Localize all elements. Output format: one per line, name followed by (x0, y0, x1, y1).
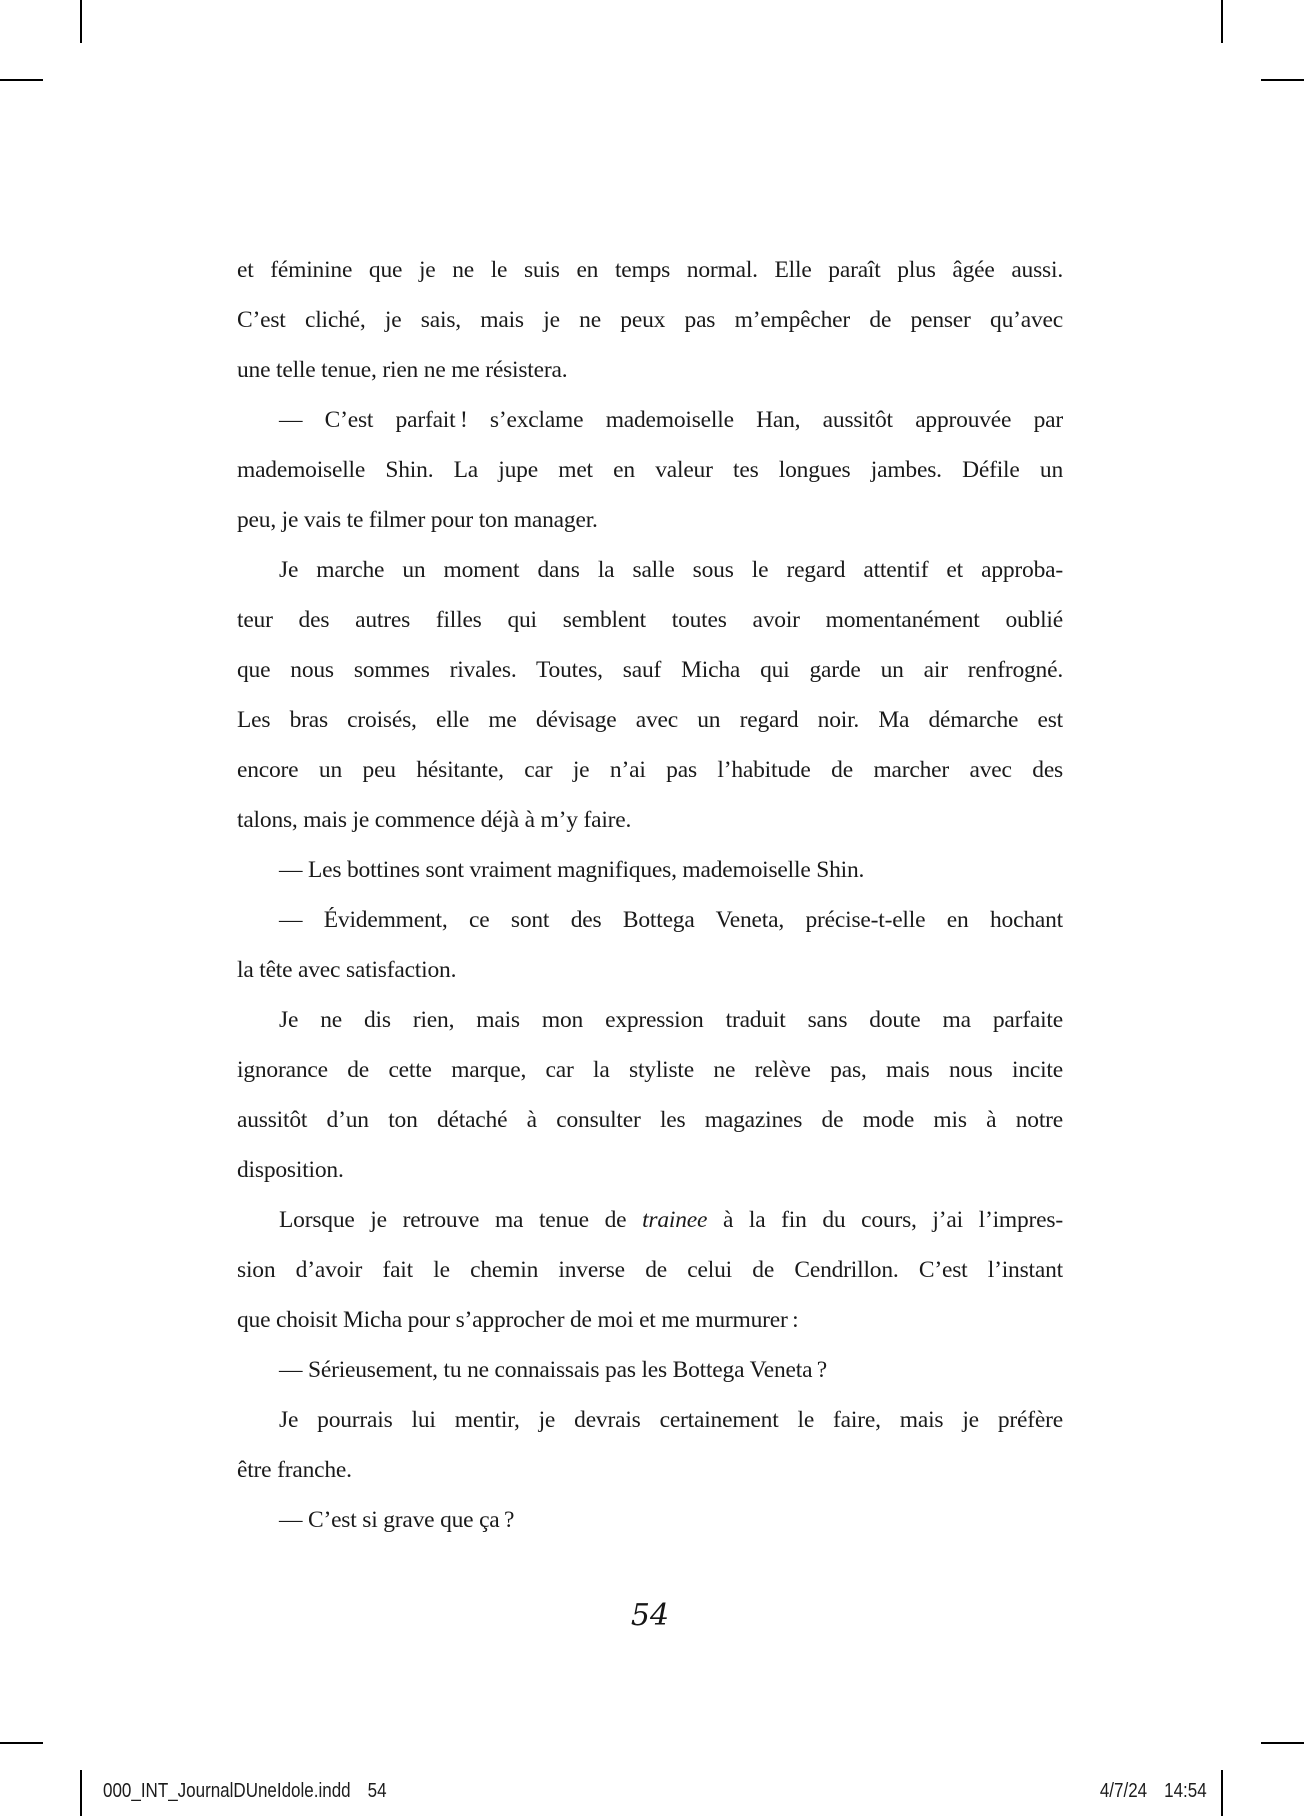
text-segment: ignorance de cette marque, car la styliste ne relève pas, mais nous incite (237, 1057, 1063, 1083)
crop-mark-top-right-horizontal (1261, 79, 1304, 81)
text-line (237, 295, 1063, 345)
text-block (237, 245, 1063, 1545)
text-segment: — Évidemment, ce sont des Bottega Veneta, précise-t-elle en hochant (279, 907, 1063, 933)
text-line (237, 795, 1063, 845)
text-segment: Je pourrais lui mentir, je devrais certainement le faire, mais je préfère (279, 1407, 1063, 1433)
text-segment: une telle tenue, rien ne me résistera. (237, 357, 568, 383)
text-segment: que nous sommes rivales. Toutes, sauf Micha qui garde un air renfrogné. (237, 657, 1063, 683)
text-line (237, 1295, 1063, 1345)
slug-filename: 000_INT_JournalDUneIdole.indd (103, 1780, 351, 1802)
text-line (237, 895, 1063, 945)
text-line (237, 1095, 1063, 1145)
crop-mark-bottom-left-horizontal (0, 1742, 43, 1744)
text-line (237, 695, 1063, 745)
text-segment: aussitôt d’un ton détaché à consulter les magazines de mode mis à notre (237, 1107, 1063, 1133)
text-segment: mademoiselle Shin. La jupe met en valeur tes longues jambes. Défile un (237, 457, 1063, 483)
text-line (237, 945, 1063, 995)
text-line (237, 1045, 1063, 1095)
crop-mark-top-right-vertical (1221, 0, 1223, 43)
slug-page-number: 54 (367, 1780, 387, 1802)
text-line (237, 395, 1063, 445)
text-segment: talons, mais je commence déjà à m’y faire. (237, 807, 632, 833)
text-line (237, 445, 1063, 495)
text-segment: — C’est parfait ! s’exclame mademoiselle Han, aussitôt approuvée par (279, 407, 1063, 433)
text-line (237, 845, 1063, 895)
text-segment: et féminine que je ne le suis en temps normal. Elle paraît plus âgée aussi. (237, 257, 1063, 283)
text-segment: — Sérieusement, tu ne connaissais pas les Bottega Veneta ? (279, 1357, 828, 1383)
text-line (237, 245, 1063, 295)
slug-date: 4/7/24 (1100, 1780, 1148, 1802)
text-line (237, 1345, 1063, 1395)
text-line (237, 1395, 1063, 1445)
crop-mark-top-left-vertical (80, 0, 82, 43)
text-segment: — C’est si grave que ça ? (279, 1507, 515, 1533)
text-segment: — Les bottines sont vraiment magnifiques, mademoiselle Shin. (279, 857, 865, 883)
text-segment: Lorsque je retrouve ma tenue de (279, 1207, 643, 1233)
page-number: 54 (630, 1598, 670, 1633)
text-line (237, 1145, 1063, 1195)
text-line (237, 495, 1063, 545)
text-line (237, 645, 1063, 695)
text-segment: C’est cliché, je sais, mais je ne peux pas m’empêcher de penser qu’avec (237, 307, 1063, 333)
text-segment: Les bras croisés, elle me dévisage avec un regard noir. Ma démarche est (237, 707, 1063, 733)
italic-text-segment: trainee (642, 1207, 708, 1233)
text-line (237, 1445, 1063, 1495)
text-line (237, 745, 1063, 795)
text-line (237, 345, 1063, 395)
crop-mark-bottom-right-horizontal (1261, 1742, 1304, 1744)
crop-mark-top-left-horizontal (0, 79, 43, 81)
text-line (237, 1245, 1063, 1295)
text-segment: la tête avec satisfaction. (237, 957, 457, 983)
proof-slug (0, 1778, 1304, 1804)
text-segment: teur des autres filles qui semblent toutes avoir momentanément oublié (237, 607, 1063, 633)
text-segment: Je ne dis rien, mais mon expression traduit sans doute ma parfaite (279, 1007, 1063, 1033)
text-segment: être franche. (237, 1457, 352, 1483)
text-line (237, 995, 1063, 1045)
text-line (237, 595, 1063, 645)
text-segment: que choisit Micha pour s’approcher de moi et me murmurer : (237, 1307, 799, 1333)
text-line (237, 1495, 1063, 1545)
slug-left (103, 1778, 387, 1804)
text-segment: encore un peu hésitante, car je n’ai pas l’habitude de marcher avec des (237, 757, 1063, 783)
text-segment: disposition. (237, 1157, 344, 1183)
slug-right (1100, 1778, 1207, 1804)
text-line (237, 545, 1063, 595)
slug-time: 14:54 (1164, 1780, 1207, 1802)
text-segment: peu, je vais te filmer pour ton manager. (237, 507, 598, 533)
text-segment: Je marche un moment dans la salle sous le regard attentif et approba- (279, 557, 1063, 583)
text-segment: sion d’avoir fait le chemin inverse de celui de Cendrillon. C’est l’instant (237, 1257, 1063, 1283)
text-segment: à la fin du cours, j’ai l’impres- (707, 1207, 1063, 1233)
text-line (237, 1195, 1063, 1245)
